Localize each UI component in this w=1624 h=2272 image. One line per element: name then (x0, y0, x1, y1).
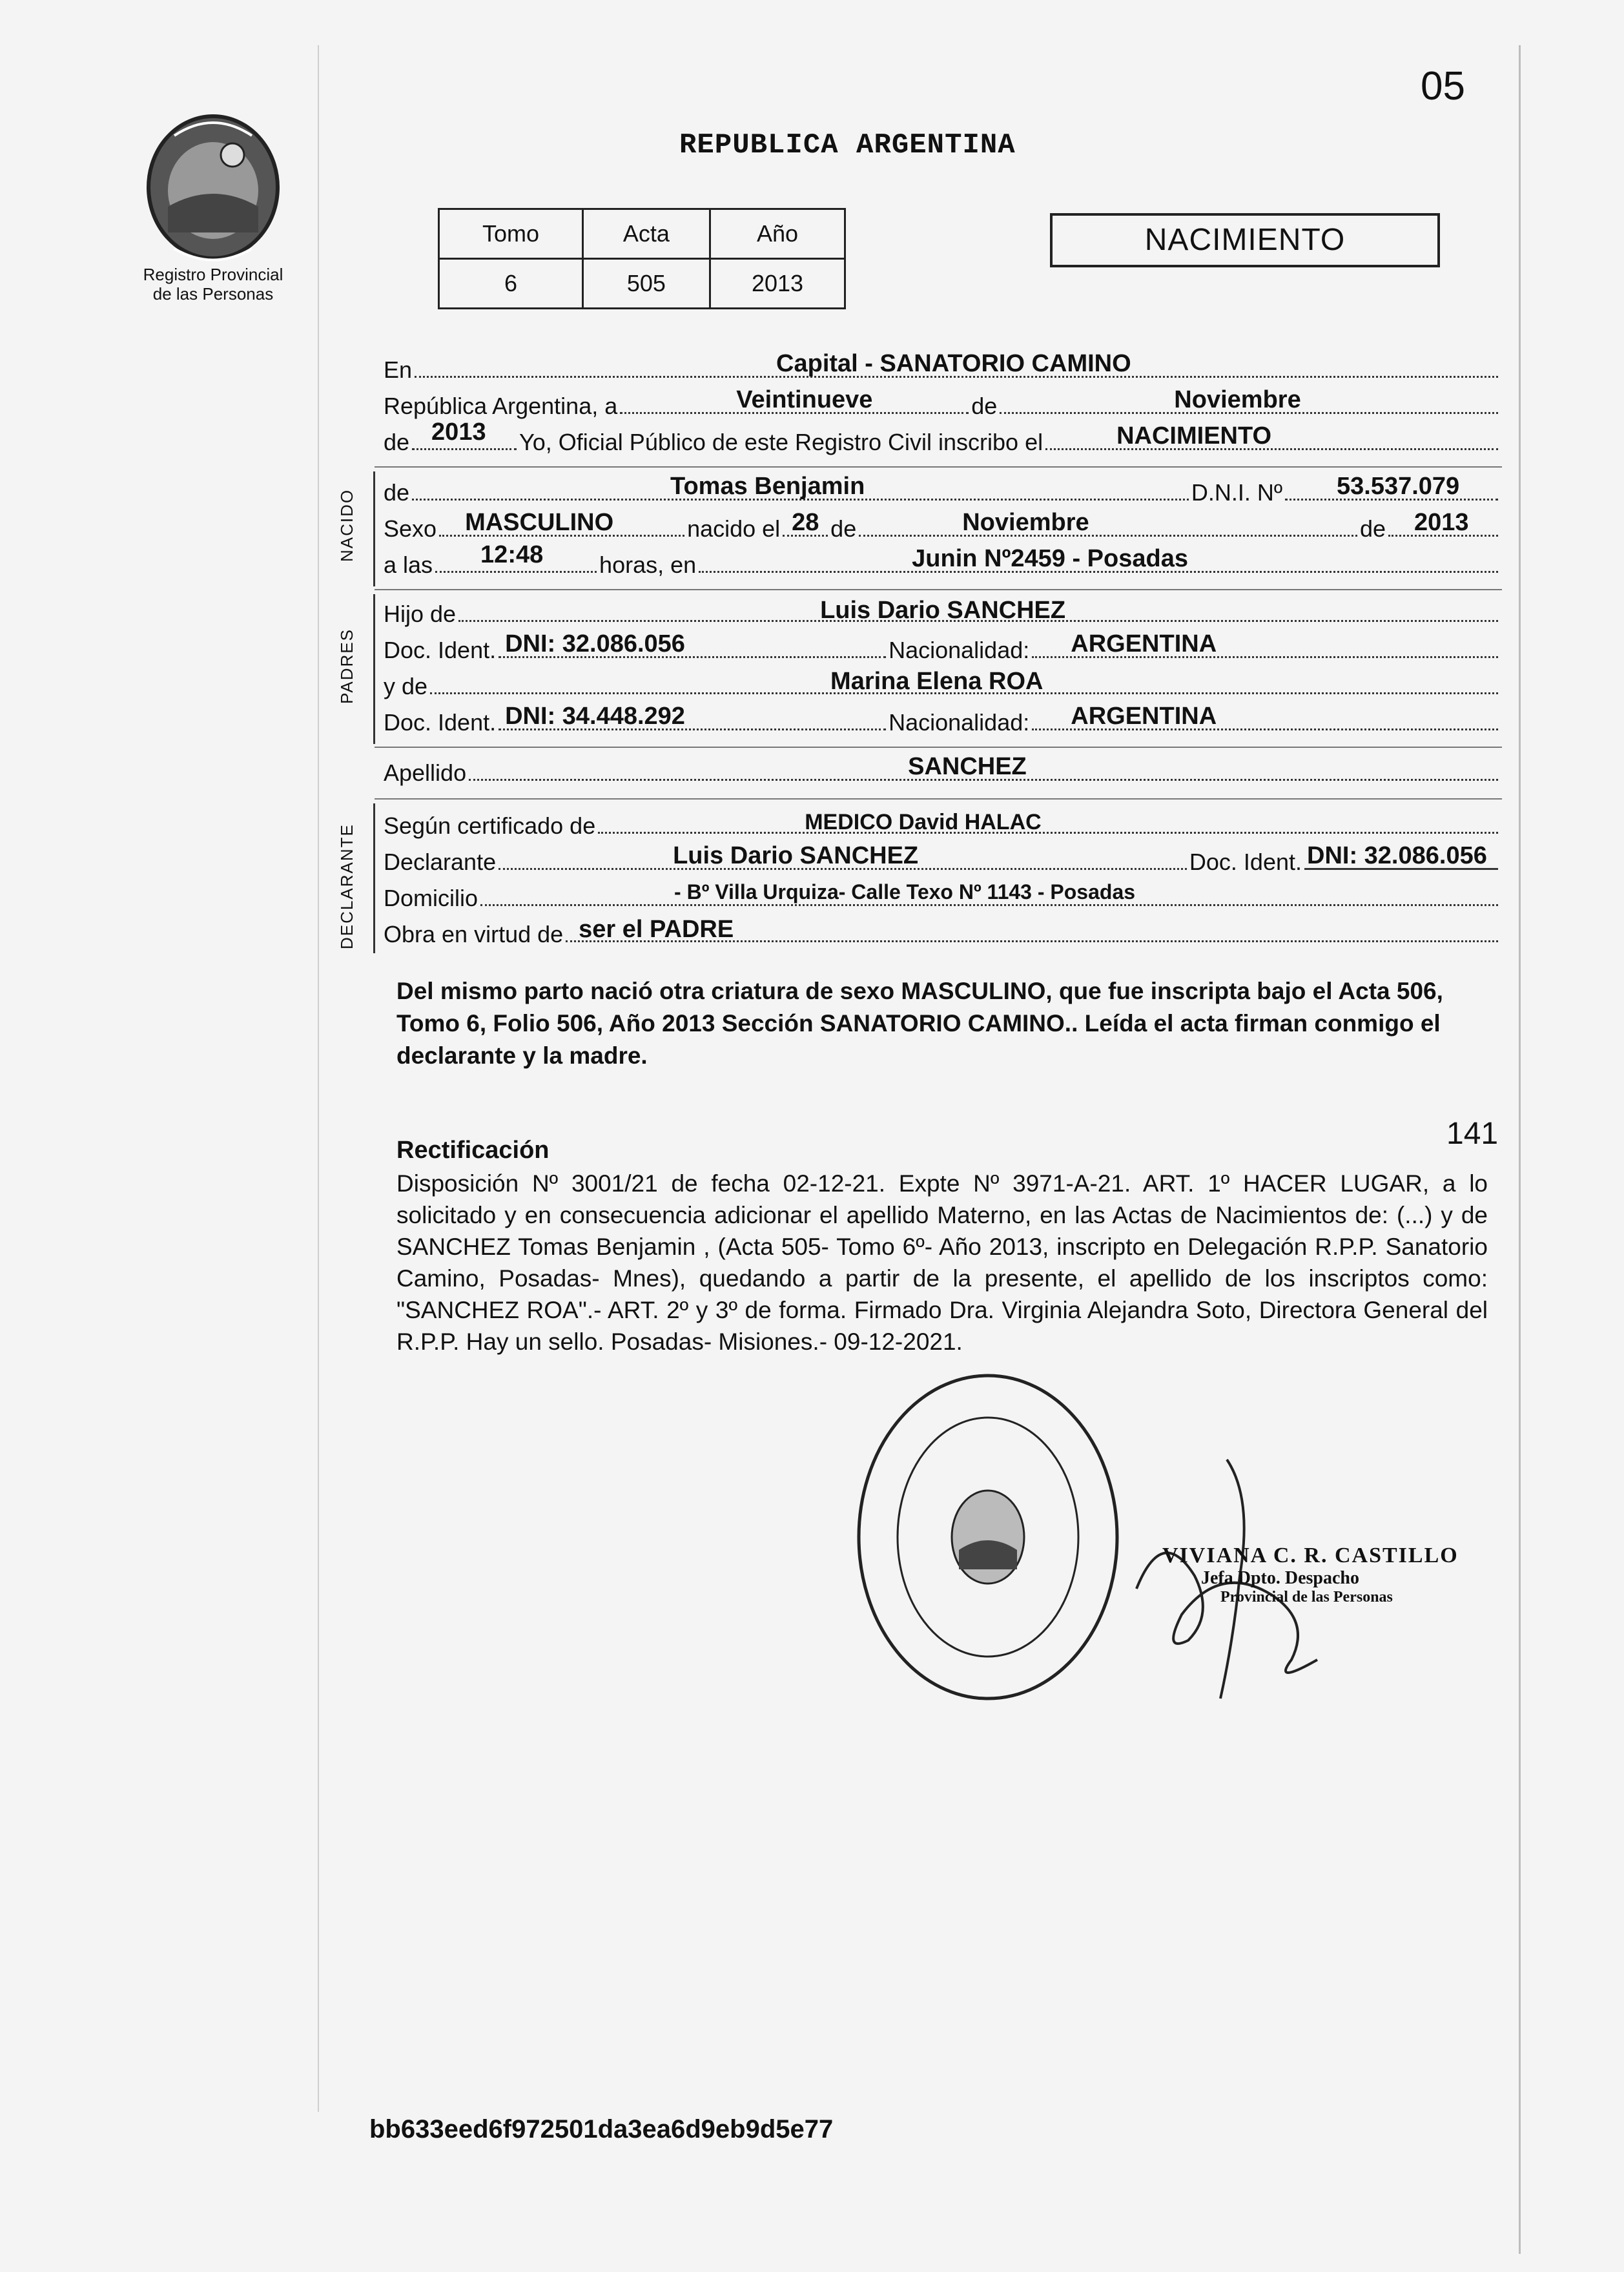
madre-doc-line (384, 705, 1501, 740)
hijo-de-label: Hijo de (384, 601, 457, 627)
acta-header: Acta (582, 209, 710, 259)
apellido-value: SANCHEZ (908, 753, 1027, 780)
tomo-acta-anio-table (438, 208, 846, 309)
signer-name: VIVIANA C. R. CASTILLO (1162, 1544, 1459, 1567)
apellido-line (384, 753, 1501, 790)
apellido-label: Apellido (384, 759, 467, 786)
year-value: 2013 (431, 418, 486, 446)
act-type-value: NACIMIENTO (1116, 422, 1272, 449)
padres-section-label: PADRES (337, 628, 356, 704)
corner-number: 05 (1421, 64, 1465, 108)
province-seal-logo (136, 110, 291, 265)
birth-place: Junin Nº2459 - Posadas (912, 545, 1188, 572)
page-right-edge (1519, 45, 1521, 2254)
anio-value: 2013 (710, 259, 845, 309)
birth-time: 12:48 (480, 541, 544, 568)
padre-doc-line (384, 630, 1501, 668)
tomo-header: Tomo (439, 209, 583, 259)
sexo-value: MASCULINO (465, 509, 614, 536)
obra-label: Obra en virtud de (384, 921, 564, 947)
birth-year: 2013 (1414, 509, 1469, 536)
document-title: REPUBLICA ARGENTINA (679, 129, 1016, 161)
date-line (384, 386, 1501, 424)
de-label-3: de (384, 479, 410, 506)
dni-label: D.N.I. Nº (1191, 479, 1282, 506)
father-name: Luis Dario SANCHEZ (820, 597, 1066, 624)
signer-block (1162, 1544, 1459, 1606)
segun-certificado-label: Según certificado de (384, 812, 596, 839)
separator (375, 466, 1502, 468)
table-header-row (439, 209, 845, 259)
padres-bracket (373, 594, 375, 744)
page-left-margin-line (318, 45, 319, 2112)
place-line (384, 350, 1501, 387)
month-value: Noviembre (1174, 386, 1301, 413)
obra-value: ser el PADRE (579, 916, 734, 943)
separator (375, 589, 1502, 590)
record-type-box: NACIMIENTO (1050, 213, 1440, 267)
rectificacion-text: Disposición Nº 3001/21 de fecha 02-12-21. Expte Nº 3971-A-21. ART. 1º HACER LUGAR, a lo solicitado y en consecuencia adicionar el apellido Materno, en las Actas de Nacimientos de: (...) y de SANCHEZ Tomas Benjamin , (Acta 505- Tomo 6º- Año 2013, inscripto en Delegación R.P.P. Sanatorio Camino, Posadas- Mnes), quedando a partir de la presente, el apellido de los inscriptos como: "SANCHEZ ROA".- ART. 2º y 3º de forma. Firmado Dra. Virginia Alejandra Soto, Directora General del R.P.P. Hay un sello. Posadas- Misiones.- 09-12-2021. (396, 1170, 1488, 1355)
nacido-time-line (384, 541, 1501, 583)
place-label: En (384, 356, 413, 383)
doc-ident-label-2: Doc. Ident. (384, 709, 497, 736)
child-name: Tomas Benjamin (670, 473, 865, 500)
de-label: de (971, 393, 998, 419)
separator (375, 747, 1502, 748)
de-label-2: de (384, 429, 410, 455)
declarante-bracket (373, 803, 375, 953)
domicilio-line (384, 881, 1501, 916)
father-dni: DNI: 32.086.056 (505, 630, 685, 657)
birth-month: Noviembre (962, 509, 1089, 536)
logo-caption (103, 265, 323, 304)
horas-en-label: horas, en (599, 552, 697, 578)
signer-office: Provincial de las Personas (1220, 1589, 1393, 1606)
birth-day: 28 (792, 509, 819, 536)
inscribo-label: Yo, Oficial Público de este Registro Civil inscribo el (519, 429, 1043, 455)
mother-dni: DNI: 34.448.292 (505, 703, 685, 730)
de-label-4: de (830, 515, 857, 542)
nacido-bracket (373, 471, 375, 586)
nacido-section-label: NACIDO (337, 488, 356, 562)
y-de-label: y de (384, 673, 428, 699)
republica-label: República Argentina, a (384, 393, 618, 419)
document-hash: bb633eed6f972501da3ea6d9eb9d5e77 (369, 2115, 834, 2143)
certificado-value: MEDICO David HALAC (805, 810, 1042, 834)
mother-name: Marina Elena ROA (830, 668, 1043, 695)
declarante-label: Declarante (384, 849, 497, 875)
table-value-row (439, 259, 845, 309)
declarante-section-label: DECLARANTE (337, 823, 356, 949)
de-label-5: de (1359, 515, 1386, 542)
anio-header: Año (710, 209, 845, 259)
place-value: Capital - SANATORIO CAMINO (776, 350, 1131, 377)
father-nationality: ARGENTINA (1071, 630, 1217, 657)
acta-value: 505 (582, 259, 710, 309)
tomo-value: 6 (439, 259, 583, 309)
official-stamp (852, 1369, 1124, 1705)
logo-caption-line1: Registro Provincial (143, 265, 283, 284)
child-dni: 53.537.079 (1337, 473, 1460, 500)
domicilio-value: - Bº Villa Urquiza- Calle Texo Nº 1143 - Posadas (674, 880, 1136, 904)
nacido-el-label: nacido el (687, 515, 781, 542)
doc-ident-label-3: Doc. Ident. (1189, 849, 1302, 875)
doc-ident-label: Doc. Ident. (384, 637, 497, 663)
domicilio-label: Domicilio (384, 885, 478, 911)
logo-caption-line2: de las Personas (152, 284, 274, 304)
mother-nationality: ARGENTINA (1071, 703, 1217, 730)
declarante-dni: DNI: 32.086.056 (1307, 842, 1487, 869)
observation-paragraph: Del mismo parto nació otra criatura de sexo MASCULINO, que fue inscripta bajo el Acta 506, Tomo 6, Folio 506, Año 2013 Sección SANATORIO CAMINO.. Leída el acta firman conmigo el declarante y la madre. (396, 978, 1443, 1069)
inscription-line (384, 418, 1501, 460)
a-las-label: a las (384, 552, 433, 578)
rectificacion-title: Rectificación (396, 1137, 550, 1164)
declarante-name: Luis Dario SANCHEZ (673, 842, 919, 869)
nacionalidad-label-2: Nacionalidad: (889, 709, 1030, 736)
day-words: Veintinueve (736, 386, 873, 413)
rectificacion-number: 141 (1446, 1117, 1499, 1151)
signer-title: Jefa Dpto. Despacho (1201, 1568, 1359, 1588)
nacionalidad-label: Nacionalidad: (889, 637, 1030, 663)
separator (375, 798, 1502, 800)
sexo-label: Sexo (384, 515, 437, 542)
obra-line (384, 917, 1501, 952)
